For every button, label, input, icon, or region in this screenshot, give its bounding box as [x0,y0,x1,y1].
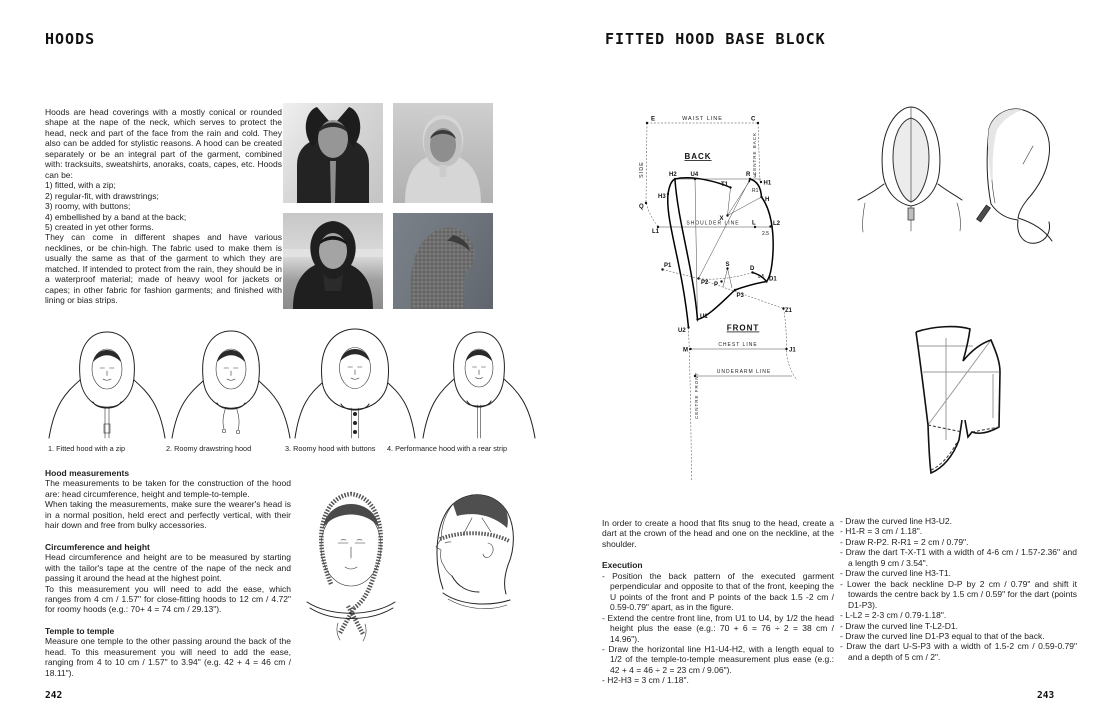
hood-pattern-pieces-overlay [893,300,1079,480]
hood-styles-illustration [45,326,540,439]
measurements-body-2: When taking the measurements, make sure the wearer's head is in a normal position, held erect and perfectly vertical, with their hair down and free from bulky accessories. [45,499,291,531]
point-H1: H1 [763,180,772,187]
measurements-section [45,468,291,678]
armhole-dashed [784,309,798,381]
photo-man-dark-hoodie [283,103,383,203]
measurement-heads-illustration [292,468,520,702]
circumference-heading: Circumference and height [45,541,150,552]
centre-front-line [689,328,692,481]
point-P1: P1 [664,263,672,269]
execution-step: - Draw the horizontal line H1-U4-H2, with a length equal to 1/2 of the temple-to-temple measurement plus ease (e.g.: 42 + 4 = 46 ÷ 2 = 23 cm / 9.06"). [602,643,834,675]
point-J1: J1 [789,347,796,354]
back-label: BACK [684,152,712,161]
hood-type-item: 3) roomy, with buttons; [45,201,131,212]
x-h-line [728,197,762,216]
point-D: D [750,266,755,272]
point-R1: R1 [752,188,759,194]
head-profile-temple [436,495,513,609]
right-page-number: 243 [1037,690,1055,701]
hood-flat-front-view [858,107,962,232]
point-C: C [751,116,756,123]
centre-back-line [758,123,760,182]
execution-step: - H1-R = 3 cm / 1.18". [840,526,923,537]
side-label: SIDE [639,161,645,178]
point-Q: Q [639,204,644,210]
side-line [646,123,647,203]
temple-heading: Temple to temple [45,625,115,636]
execution-step: - Lower the back neckline D-P by 2 cm / 0.79" and shift it towards the centre back by 1.5 cm / 0.59" for the dart (points D1-P3). [840,578,1077,610]
photo-silhouette [393,103,493,203]
execution-step: - Draw the curved line H3-T1. [840,568,952,579]
point-U2: U2 [678,328,686,334]
photo-knit-hood-back [393,213,493,309]
hood-back-edge [762,197,774,282]
right-intro: In order to create a hood that fits snug to the head, create a dart at the crown of the head and one on the neckline, at the shoulder. [602,518,834,549]
right-col-2 [840,516,1077,662]
underarm-line-label: UNDERARM LINE [716,369,772,375]
hood-type-item: 1) fitted, with a zip; [45,180,116,191]
point-R: R [746,172,751,178]
waist-line-label: WAIST LINE [682,116,723,122]
point-P3: P3 [736,293,744,299]
right-col-1 [602,518,834,686]
photo-silhouette [283,103,383,203]
point-X: X [719,216,724,222]
hood-type-item: 4) embellished by a band at the back; [45,211,187,222]
hood-flat-drawings [855,100,1081,316]
dim-2-5: 2.5 [762,231,769,237]
shoulder-line-label: SHOULDER LINE [686,220,740,227]
caption-drawstring-hood: 2. Roomy drawstring hood [166,444,252,453]
front-label: FRONT [726,323,760,333]
execution-step: - Draw the dart U-S-P3 with a width of 1.5-2 cm / 0.59-0.79" and a depth of 5 cm / 2". [840,641,1077,662]
photo-silhouette [393,213,493,309]
hood-drawing-fitted-zip [49,332,165,438]
point-P2: P2 [701,280,709,286]
intro-paragraph: Hoods are head coverings with a mostly conical or rounded shape at the nape of the neck, which serves to protect the head, neck and part of the face from the rain and cold. They also can be added for stylistic reasons. A hood can be created separately or be an integral part of the garment, combined with: tracksuits, sweatshirts, anoraks, coats, capes, etc. Hoods can be: [45,107,282,180]
measurements-heading: Hood measurements [45,468,130,478]
dim-1-5: 1.5 [757,274,765,280]
point-L1: L1 [652,229,660,235]
intro-paragraph-2: They can come in different shapes and have various necklines, or be chin-high. The fabric used to make them is usually the same as that of the garment to which they are matched. If intended to protect from the rain, they should be in a waterproof material; made of heavy wool for jackets or capes; in other fabric for fashion garments; and finished with lining or bias strips. [45,232,282,306]
execution-step: - Draw the curved line T-L2-D1. [840,620,958,631]
point-D1: D1 [769,276,777,283]
hood-type-item: 2) regular-fit, with drawstrings; [45,190,159,201]
left-page-number: 242 [45,690,63,701]
centre-front-label: CENTRE FRONT [694,371,699,419]
circumference-body-1: Head circumference and height are to be measured by starting with the tailor's tape at the centre of the nape of the neck and passing it around the head at the highest point. [45,552,291,584]
chest-line-label: CHEST LINE [718,342,758,348]
head-front-circumference [307,494,395,641]
hood-drawing-buttons [295,329,415,438]
measurements-body-1: The measurements to be taken for the construction of the hood are: head circumference, height and temple-to-temple. [45,478,291,499]
photo-man-dark-hood-outdoors [283,213,383,309]
dim-3: 3 [753,173,757,180]
photo-silhouette [283,213,383,309]
circumference-body-2: To this measurement you will need to add the ease, which ranges from 4 cm / 1.57" for close-fitting hoods to 12 cm / 4.72" for roomy hoods (e.g.: 70+ 4 = 74 cm / 29.13"). [45,583,291,615]
r-p2-line [699,179,751,279]
intro-text-block [45,107,282,306]
left-page-title: HOODS [45,30,96,48]
overlay-piece-front [916,327,970,473]
hood-flat-side-view [977,109,1052,243]
point-L2: L2 [773,221,781,227]
execution-step: - Draw R-P2. R-R1 = 2 cm / 0.79". [840,536,969,547]
hood-type-item: 5) created in yet other forms. [45,221,154,232]
point-Z1: Z1 [785,308,793,314]
hood-face-edge-inner [675,180,698,320]
side-curve-dashed [646,203,658,227]
point-H3: H3 [658,194,666,200]
point-L: L [752,220,756,227]
overlay-grid-lines [918,338,999,440]
caption-fitted-hood: 1. Fitted hood with a zip [48,444,126,453]
execution-step: - Draw the curved line H3-U2. [840,516,952,526]
point-U4: U4 [690,172,699,178]
caption-performance-hood: 4. Performance hood with a rear strip [387,444,508,453]
point-T1: T1 [721,182,729,188]
point-P: P [714,282,719,288]
caption-button-hood: 3. Roomy hood with buttons [285,444,376,453]
execution-step: - H2-H3 = 3 cm / 1.18". [602,675,689,686]
temple-body: Measure one temple to the other passing around the back of the head. To this measurement you will need to add the ease, ranging from 4 to 10 cm / 1.57" to 3.94" (e.g. 42 + 4 = 46 cm / 18.11"). [45,636,291,678]
right-page-title: FITTED HOOD BASE BLOCK [605,30,826,48]
execution-step: - Position the back pattern of the executed garment perpendicular and opposite to that of the front, keeping the U points of the front and P points of the back 1.5 -2 cm / 0.59-0.79" apart, as in the figure. [602,570,834,613]
point-S: S [725,262,730,268]
hood-face-edge-outer [668,194,689,328]
diagram-points [645,122,788,377]
point-H: H [765,197,770,203]
point-E: E [651,116,656,123]
point-U1: U1 [700,314,708,320]
overlay-piece-back [963,340,1000,437]
execution-step: - Draw the dart T-X-T1 with a width of 4-6 cm / 1.57-2.36" and a length 9 cm / 3.54". [840,547,1077,568]
hood-drawing-performance [423,332,535,438]
hood-drawing-drawstring [172,331,290,438]
photo-man-gray-hoodie [393,103,493,203]
execution-heading: Execution [602,560,643,571]
hood-pattern-diagram [638,102,810,490]
point-H2: H2 [669,172,677,178]
hood-neckline-back [735,282,767,291]
point-M: M [683,347,688,354]
centre-back-label: CENTRE BACK [752,131,757,175]
execution-step: - Extend the centre front line, from U1 to U4, by 1/2 the head height plus the ease (e.g.: 70 + 6 = 76 ÷ 2 = 38 cm / 14.96"). [602,612,834,644]
execution-step: - L-L2 = 2-3 cm / 0.79-1.18". [840,610,947,621]
execution-step: - Draw the curved line D1-P3 equal to that of the back. [840,630,1045,641]
